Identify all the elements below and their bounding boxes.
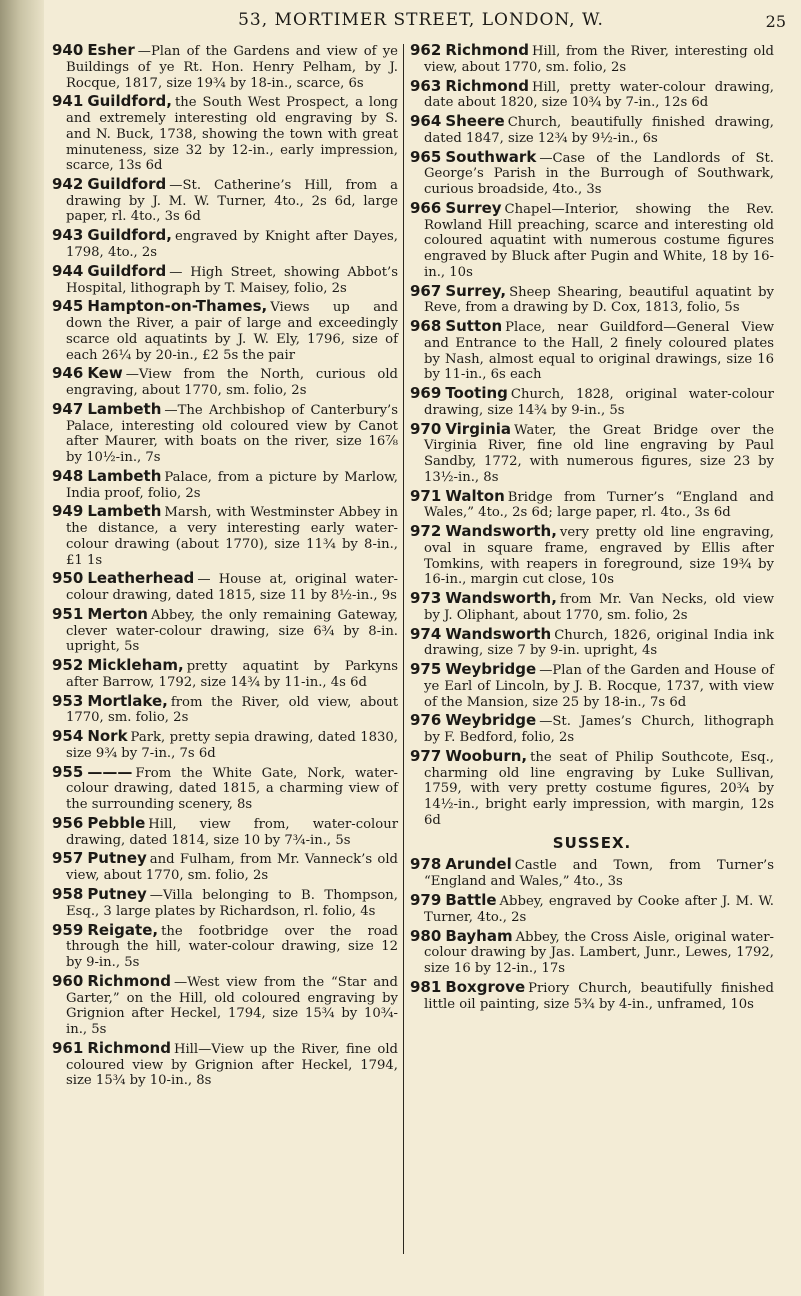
left-column — [52, 42, 398, 1274]
entry-number: 941 — [52, 92, 84, 111]
catalogue-entry — [52, 176, 398, 225]
entry-description: Church, 1826, original India ink drawing, size 7 by 9-in. upright, 4s — [424, 627, 774, 659]
entry-number: 945 — [52, 297, 84, 316]
entry-description: —Villa belonging to B. Thompson, Esq., 3 large plates by Richardson, rl. folio, 4s — [66, 887, 398, 919]
catalogue-entry — [52, 503, 398, 568]
entry-number: 943 — [52, 226, 84, 245]
entry-title: Walton — [445, 486, 505, 505]
entry-title: Guildford, — [87, 226, 172, 245]
entry-title: Sutton — [445, 317, 503, 336]
entry-title: Sheere — [445, 112, 505, 131]
entry-number: 953 — [52, 691, 84, 710]
entry-title: Richmond — [445, 41, 529, 59]
entry-title: Wooburn, — [445, 746, 528, 765]
entry-number: 947 — [52, 399, 84, 418]
entry-description: — House at, original water-colour drawing, dated 1815, size 11 by 8½-in., 9s — [66, 572, 398, 604]
entry-title: Wandsworth — [445, 624, 552, 643]
entry-description: —The Archbishop of Canterbury’s Palace, interesting old coloured view by Canot after Maurer, with boats on the river, size 16⅞ by 10½-in., 7s — [66, 402, 398, 465]
catalogue-entry — [52, 606, 398, 655]
entry-title: Tooting — [445, 384, 508, 403]
catalogue-entry — [410, 712, 774, 746]
catalogue-entry — [52, 922, 398, 971]
entry-description: —Plan of the Garden and House of ye Earl of Lincoln, by J. B. Rocque, 1737, with view of the Mansion, size 25 by 18-in., 7s 6d — [424, 663, 774, 710]
entry-title: Virginia — [445, 419, 512, 438]
catalogue-entry — [52, 886, 398, 920]
entry-title: Boxgrove — [445, 977, 526, 996]
entry-title: Richmond — [445, 76, 529, 95]
catalogue-entry — [52, 401, 398, 466]
entry-number: 972 — [410, 522, 442, 541]
catalogue-entry — [410, 626, 774, 660]
entry-description: Chapel—Interior, showing the Rev. Rowland Hill preaching, scarce and interesting old coloured aquatint with numerous costume figures engraved by Bluck after Pugin and White, 18 by 16-in., 10s — [424, 201, 774, 280]
entry-description: Abbey, engraved by Cooke after J. M. W. Turner, 4to., 2s — [424, 893, 774, 925]
entry-description: Water, the Great Bridge over the Virginia River, fine old line engraving by Paul Sandby, 1772, with numerous figures, size 23 by 13½-in., 8s — [424, 422, 774, 485]
entry-title: Wandsworth, — [445, 589, 557, 608]
entry-description: Place, near Guildford—General View and Entrance to the Hall, 2 finely coloured plates by Nash, almost equal to original drawings, size 16 by 11-in., 6s each — [424, 320, 774, 383]
catalogue-entry — [410, 523, 774, 588]
entry-title: Lambeth — [87, 502, 162, 521]
entry-number: 949 — [52, 502, 84, 521]
catalogue-entry — [410, 385, 774, 419]
entry-title: Merton — [87, 604, 148, 623]
entry-title: ——— — [87, 762, 133, 781]
entry-title: Richmond — [87, 971, 171, 990]
entry-title: Lambeth — [87, 466, 162, 485]
catalogue-entry — [52, 42, 398, 91]
column-rule — [403, 44, 404, 1254]
entry-description: Priory Church, beautifully finished little oil painting, size 5¾ by 4-in., unframed, 10s — [424, 980, 774, 1012]
entry-number: 975 — [410, 660, 442, 679]
entry-number: 952 — [52, 656, 84, 674]
entry-description: Hill—View up the River, fine old coloured view by Grignion after Heckel, 1794, size 15¾ by 10-in., 8s — [66, 1041, 398, 1089]
entry-number: 971 — [410, 486, 442, 505]
entry-title: Weybridge — [445, 711, 537, 730]
catalogue-entry — [52, 693, 398, 727]
catalogue-entry — [410, 928, 774, 977]
catalogue-entry — [410, 78, 774, 112]
entry-description: from Mr. Van Necks, old view by J. Oliphant, about 1770, sm. folio, 2s — [424, 592, 774, 623]
catalogue-entry — [52, 657, 398, 691]
entry-title: Pebble — [87, 813, 146, 832]
entry-title: Battle — [445, 890, 497, 909]
entry-description: and Fulham, from Mr. Vanneck’s old view, about 1770, sm. folio, 2s — [66, 852, 398, 884]
right-column — [410, 42, 774, 1274]
entry-description: Park, pretty sepia drawing, dated 1830, size 9¾ by 7-in., 7s 6d — [66, 730, 398, 761]
entry-title: Guildford — [87, 261, 167, 280]
entry-title: Nork — [87, 727, 128, 746]
entry-description: engraved by Knight after Dayes, 1798, 4to., 2s — [66, 229, 398, 260]
entry-title: Richmond — [87, 1038, 171, 1057]
page-number: 25 — [765, 12, 786, 31]
page-header — [46, 6, 796, 36]
entry-number: 965 — [410, 147, 442, 166]
catalogue-entry — [52, 764, 398, 813]
entry-description: the South West Prospect, a long and extremely interesting old engraving by S. and N. Buck, 1738, showing the town with great minuteness, size 32 by 12-in., early impression, scarce, 13s 6d — [66, 95, 398, 174]
entry-description: —Case of the Landlords of St. George’s Parish in the Burrough of Southwark, curious broadside, 4to., 3s — [424, 150, 774, 198]
entry-title: Kew — [87, 364, 123, 383]
entry-number: 969 — [410, 384, 442, 403]
entry-number: 951 — [52, 604, 84, 623]
entry-description: very pretty old line engraving, oval in square frame, engraved by Ellis after Tomkins, with reapers in foreground, size 19¾ by 16-in., margin cut close, 10s — [424, 525, 774, 588]
catalogue-entry — [52, 365, 398, 399]
entry-number: 944 — [52, 261, 84, 280]
entry-description: —West view from the “Star and Garter,” on the Hill, old coloured engraving by Grignion after Heckel, 1794, size 15¾ by 10¾-in., 5s — [66, 974, 398, 1038]
catalogue-entry — [52, 298, 398, 363]
page-gutter-shadow — [0, 0, 44, 1296]
entry-number: 979 — [410, 890, 442, 909]
entry-title: Esher — [87, 41, 135, 59]
catalogue-entry — [52, 227, 398, 261]
catalogue-entry — [410, 661, 774, 710]
entry-title: Putney — [87, 884, 147, 903]
entry-title: Weybridge — [445, 660, 537, 679]
right-column-entries — [410, 42, 774, 829]
entry-description: From the White Gate, Nork, water-colour drawing, dated 1815, a charming view of the surrounding scenery, 8s — [66, 765, 398, 813]
catalogue-entry — [410, 892, 774, 926]
entry-title: Arundel — [445, 855, 512, 874]
entry-title: Guildford, — [87, 92, 172, 111]
catalogue-entry — [410, 318, 774, 383]
entry-number: 942 — [52, 174, 84, 193]
entry-description: — High Street, showing Abbot’s Hospital, lithograph by T. Maisey, folio, 2s — [66, 264, 398, 296]
entry-description: Bridge from Turner’s “England and Wales,” 4to., 2s 6d; large paper, rl. 4to., 3s 6d — [424, 489, 774, 521]
entry-number: 954 — [52, 727, 84, 746]
catalogue-entry — [410, 590, 774, 624]
catalogue-entry — [410, 488, 774, 522]
entry-description: Hill, from the River, interesting old view, about 1770, sm. folio, 2s — [424, 44, 774, 75]
entry-description: Hill, pretty water-colour drawing, date about 1820, size 10¾ by 7-in., 12s 6d — [424, 79, 774, 111]
entry-title: Leatherhead — [87, 569, 195, 588]
entry-description: Hill, view from, water-colour drawing, dated 1814, size 10 by 7¾-in., 5s — [66, 816, 398, 848]
entry-number: 970 — [410, 419, 442, 438]
entry-number: 957 — [52, 849, 84, 868]
entry-number: 964 — [410, 112, 442, 131]
catalogue-entry — [52, 850, 398, 884]
entry-description: Church, beautifully finished drawing, dated 1847, size 12¾ by 9½-in., 6s — [424, 115, 774, 146]
entry-title: Surrey — [445, 198, 502, 217]
entry-title: Southwark — [445, 147, 537, 166]
running-head: 53, MORTIMER STREET, LONDON, W. — [238, 10, 604, 30]
entry-number: 976 — [410, 711, 442, 730]
catalogue-entry — [410, 421, 774, 486]
entry-title: Surrey, — [445, 281, 507, 300]
catalogue-entry — [410, 149, 774, 198]
entry-description: —View from the North, curious old engraving, about 1770, sm. folio, 2s — [66, 367, 398, 399]
entry-number: 977 — [410, 746, 442, 765]
entry-description: from the River, old view, about 1770, sm. folio, 2s — [66, 694, 398, 726]
entry-title: Mortlake, — [87, 691, 168, 710]
entry-number: 967 — [410, 281, 442, 300]
catalogue-entry — [410, 113, 774, 147]
catalogue-entry — [410, 42, 774, 76]
entry-description: —St. Catherine’s Hill, from a drawing by J. M. W. Turner, 4to., 2s 6d, large paper, rl. 4to., 3s 6d — [66, 177, 398, 225]
entry-number: 973 — [410, 589, 442, 608]
catalogue-entry — [52, 263, 398, 297]
entry-number: 980 — [410, 926, 442, 945]
catalogue-entry — [52, 973, 398, 1038]
catalogue-entry — [410, 979, 774, 1013]
entry-description: the footbridge over the road through the hill, water-colour drawing, size 12 by 9-in., 5s — [66, 923, 398, 971]
entry-number: 948 — [52, 466, 84, 485]
catalogue-entry — [52, 468, 398, 502]
entry-description: Marsh, with Westminster Abbey in the distance, a very interesting early water-colour drawing (about 1770), size 11¾ by 8-in., £1 1s — [66, 505, 398, 568]
entry-number: 950 — [52, 569, 84, 588]
entry-description: Church, 1828, original water-colour drawing, size 14¾ by 9-in., 5s — [424, 387, 774, 418]
entry-number: 968 — [410, 317, 442, 336]
entry-number: 962 — [410, 41, 442, 59]
entry-description: pretty aquatint by Parkyns after Barrow, 1792, size 14¾ by 11-in., 4s 6d — [66, 659, 398, 690]
catalogue-entry — [410, 200, 774, 281]
entry-number: 946 — [52, 364, 84, 383]
entry-description: Sheep Shearing, beautiful aquatint by Reve, from a drawing by D. Cox, 1813, folio, 5s — [424, 284, 774, 316]
catalogue-entry — [410, 283, 774, 317]
entry-description: Abbey, the only remaining Gateway, clever water-colour drawing, size 6¾ by 8-in. upright, 5s — [66, 607, 398, 655]
entry-title: Bayham — [445, 926, 513, 945]
entry-title: Putney — [87, 849, 147, 868]
entry-number: 940 — [52, 41, 84, 59]
entry-title: Hampton-on-Thames, — [87, 297, 268, 316]
entry-number: 960 — [52, 971, 84, 990]
entry-number: 981 — [410, 977, 442, 996]
entry-title: Lambeth — [87, 399, 162, 418]
catalogue-entry — [52, 93, 398, 174]
catalogue-entry — [52, 570, 398, 604]
entry-description: —St. James’s Church, lithograph by F. Bedford, folio, 2s — [424, 714, 774, 746]
entry-title: Wandsworth, — [445, 522, 557, 541]
entry-title: Mickleham, — [87, 656, 184, 674]
section-heading-sussex: SUSSEX. — [552, 833, 632, 852]
entry-number: 958 — [52, 884, 84, 903]
entry-title: Guildford — [87, 174, 167, 193]
entry-number: 966 — [410, 198, 442, 217]
entry-number: 961 — [52, 1038, 84, 1057]
entry-description: —Plan of the Gardens and view of ye Buildings of ye Rt. Hon. Henry Pelham, by J. Rocque, 1817, size 19¾ by 18-in., scarce, 6s — [66, 44, 398, 91]
entry-number: 956 — [52, 813, 84, 832]
entry-title: Reigate, — [87, 920, 159, 939]
entry-number: 955 — [52, 762, 84, 781]
entry-description: Views up and down the River, a pair of large and exceedingly scarce old aquatints by J. W. Ely, 1796, size of each 26¼ by 20-in., £2 5s the pair — [66, 300, 398, 363]
right-column-sussex-entries — [410, 856, 774, 1012]
entry-description: Palace, from a picture by Marlow, India proof, folio, 2s — [66, 469, 398, 501]
catalogue-entry — [52, 1040, 398, 1089]
catalogue-entry — [410, 748, 774, 829]
entry-number: 974 — [410, 624, 442, 643]
entry-description: Castle and Town, from Turner’s “England and Wales,” 4to., 3s — [424, 858, 774, 890]
entry-number: 963 — [410, 76, 442, 95]
entry-description: Abbey, the Cross Aisle, original water-colour drawing by Jas. Lambert, Junr., Lewes, 1792, size 16 by 12-in., 17s — [424, 929, 774, 977]
catalogue-entry — [52, 815, 398, 849]
entry-number: 978 — [410, 855, 442, 874]
entry-number: 959 — [52, 920, 84, 939]
entry-description: the seat of Philip Southcote, Esq., charming old line engraving by Luke Sullivan, 1759, with very pretty costume figures, 20¾ by 14½-in., bright early impression, with margin, 12s 6d — [424, 749, 774, 828]
catalogue-entry — [52, 728, 398, 762]
catalogue-entry — [410, 856, 774, 890]
